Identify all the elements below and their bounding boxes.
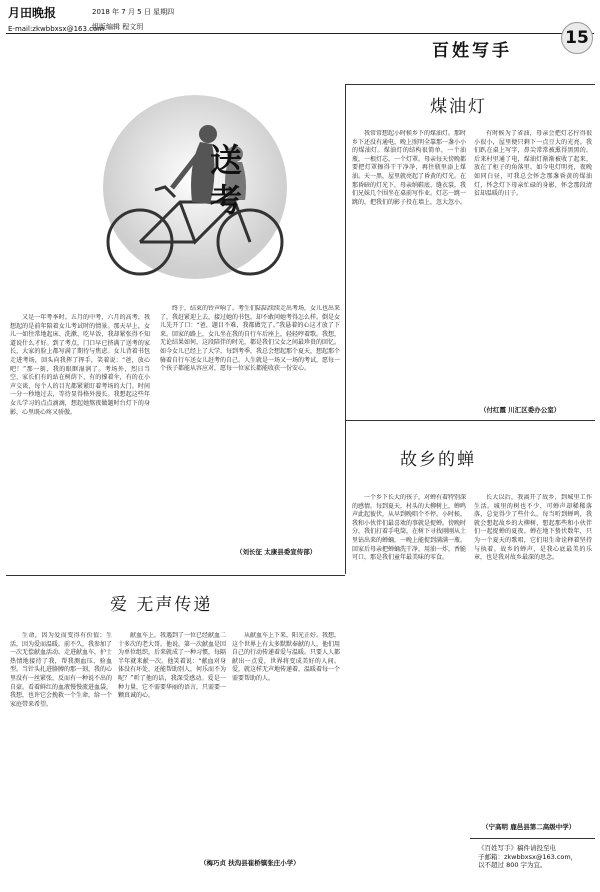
article-title-chan: 故乡的蝉 [400,450,476,470]
editor-credit: 组版编辑 程文玥 [92,23,144,31]
meiyoudeng-paragraph: 有时候为了省油，母亲会把灯芯拧得很小很小，屋里便只剩下一点豆大的光亮。我们趴在桌上写字，鼻尖常常被熏得黑黑的。后来村里通了电，煤油灯渐渐被收了起来，放在了柜子的角落里。如今电灯明亮，夜晚如同白昼，可我总会怀念那盏昏黄的煤油灯，怀念灯下母亲忙碌的身影，怀念那段清贫却温暖的日子。 [474,130,592,198]
dateline: 2018 年 7 月 5 日 星期四 [92,8,175,16]
ai-byline: （梅巧贞 扶沟县崔桥镇张庄小学） [200,859,300,867]
songkao-paragraph: 又是一年考季时。五月的中考，六月的高考，我想起的是前年陪着女儿考试时的情景。那天早上，女儿一如往常地起床、洗漱、吃早饭，我却紧张得不知道说什么才好。到了考点，门口早已挤满了送考的家长，大家的脸上都写满了期待与焦虑。女儿背着书包走进考场，回头向我挥了挥手，笑着说：“爸，放心吧！”那一刻，我的眼眶湿润了。考场外，烈日当空，家长们有的站在树荫下，有的撑着伞，有的在小声交谈，每个人的目光都紧紧盯着考场的大门。时间一分一秒地过去，等待显得格外漫长。我想起这些年女儿学习的点点滴滴，想起她熬夜做题时台灯下的身影，心里既心疼又骄傲。 [10,314,150,416]
section-title: 百姓写手 [432,41,512,61]
column-divider [345,84,346,574]
meiyoudeng-column-left [352,130,466,402]
article-title-songkao: 送考 [210,141,243,219]
article-title-meiyoudeng: 煤油灯 [430,97,487,117]
ai-column-2 [118,632,226,872]
ai-paragraph: 生命，因为爱而变得有价值；生活，因为爱而温暖。前不久，我参加了一次无偿献血活动。走进献血车，护士热情地接待了我，帮我测血压、验血型。当针头扎进胳膊的那一刻，我的心里没有一丝紧张，反而有一种说不出的自豪。看着鲜红的血液慢慢流进血袋，我想，也许它会挽救一个生命，给一个家庭带来希望。 [10,632,112,708]
chan-paragraph: 长大以后，我离开了故乡，到城里工作生活。城里的树也不少，可蝉声却稀稀落落，总觉得少了些什么。每当听到蝉鸣，我就会想起故乡的大柳树，想起那些和小伙伴们一起捉蝉的夏夜。蝉在地下蛰伏数年，只为一个夏天的歌唱，它们用生命诠释着坚持与执着。故乡的蝉声，是我心底最美的乐章，也是我对故乡最深的思念。 [474,494,592,562]
section-divider [6,575,345,576]
page-number: 15 [561,22,593,54]
ai-column-1 [10,632,112,872]
footer-divider [470,838,595,839]
cyclist-illustration [60,92,350,302]
section-divider [345,420,595,421]
chan-column-left [352,494,466,834]
chan-column-right [474,494,592,814]
ai-paragraph: 献血车上，我遇到了一位已经献血二十多次的老大哥。他说，第一次献血是因为单位组织，后来就成了一种习惯，每隔半年就来献一次。他笑着说：“献血对身体没有坏处，还能帮助别人，何乐而不为呢？”听了他的话，我深受感动。爱是一种力量，它不需要华丽的语言，只需要一颗真诚的心。 [118,632,226,700]
submission-notice [474,842,594,888]
section-divider [345,84,595,85]
submission-line: 以不超过 800 字为宜。 [478,861,547,869]
ai-column-3 [232,632,340,850]
meiyoudeng-column-right [474,130,592,380]
meiyoudeng-byline: （付红霞 川汇区委办公室） [480,406,561,414]
masthead: 月田晚报 [8,6,57,20]
songkao-column-left [10,314,150,552]
meiyoudeng-paragraph: 我常常想起小时候乡下的煤油灯。那时乡下还没有通电，晚上照明全靠那一盏小小的煤油灯。煤油灯的结构很简单，一个油瓶，一根灯芯，一个灯罩。母亲每天傍晚都要把灯罩擦得干干净净，再往瓶里添上煤油。天一黑，屋里就亮起了昏黄的灯光。在那昏暗的灯光下，母亲纳鞋底、缝衣裳，我们兄妹几个围坐在桌前写作业。灯芯一跳一跳的，把我们的影子投在墙上，忽大忽小。 [352,130,466,206]
email-address: E-mail:zkwbbxsx@163.com [8,25,105,33]
header-rule [6,33,594,34]
songkao-byline: （刘长征 太康县委宣传部） [236,548,317,556]
songkao-paragraph: 终于，结束的铃声响了。考生们陆陆续续走出考场，女儿也出来了，我赶紧迎上去，接过她的书包，却不敢问她考得怎么样。倒是女儿先开了口：“爸，题目不难，我都做完了。”我悬着的心这才放了下来。回家的路上，女儿坐在我的自行车后座上，轻轻哼着歌。我想，无论结果如何，这段陪伴的时光，都是我们父女之间最珍贵的回忆。如今女儿已经上了大学，每到考季，我总会想起那个夏天，想起那个骑着自行车送女儿赶考的自己。人生就是一场又一场的考试，愿每一个孩子都能从容应对，愿每一位家长都能收获一份安心。 [160,305,340,373]
songkao-column-right [160,305,340,545]
article-title-ai: 爱 无声传递 [110,595,213,615]
submission-line: 子邮箱：zkwbbxsx@163.com， [478,852,578,861]
chan-byline: （宁高明 鹿邑县第二高级中学） [482,823,576,831]
chan-paragraph: 一个乡下长大的孩子，对蝉有着特别深的感情。每到夏天，村头的大柳树上，蝉鸣声此起彼伏，从早到晚唱个不停。小时候，我和小伙伴们最喜欢的事就是捉蝉。傍晚时分，我们打着手电筒，在树下寻找刚刚从土里钻出来的蝉蛹，一晚上能捉到满满一瓶。回家后母亲把蝉蛹洗干净，用油一炸，香脆可口，那是我们童年最美味的零食。 [352,494,466,562]
submission-line: 《百姓写手》稿件请投至电 [478,844,556,852]
ai-paragraph: 从献血车上下来，阳光正好。我想，这个世界上有太多默默奉献的人，他们用自己的行动传递着爱与温暖。只要人人都献出一点爱，世界将变成美好的人间。爱，就这样无声地传递着，温暖着每一个需要帮助的人。 [232,632,340,682]
